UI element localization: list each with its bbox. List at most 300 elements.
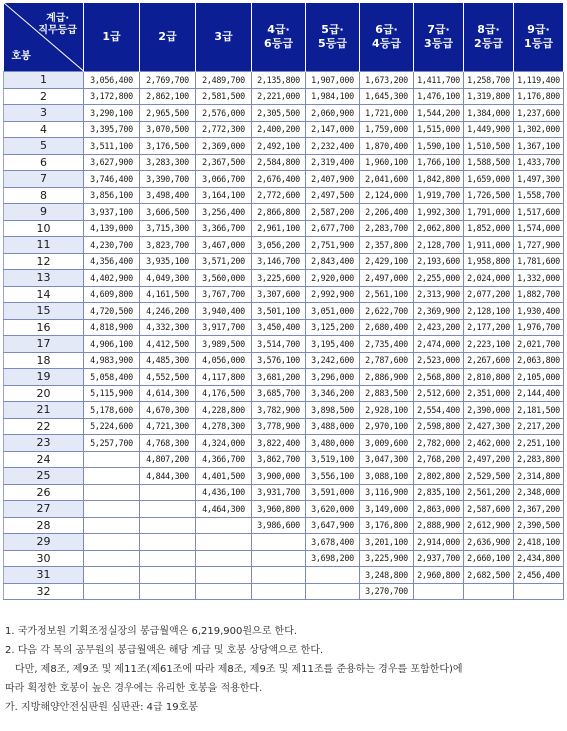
salary-cell: 2,135,800	[252, 72, 306, 89]
salary-cell: 1,544,200	[414, 105, 464, 122]
salary-cell: 2,181,500	[514, 402, 564, 419]
salary-cell: 1,930,400	[514, 303, 564, 320]
salary-cell: 1,384,000	[464, 105, 514, 122]
salary-cell: 2,497,500	[306, 187, 360, 204]
salary-cell: 1,984,100	[306, 88, 360, 105]
salary-cell: 2,960,800	[414, 567, 464, 584]
salary-cell: 3,088,100	[360, 468, 414, 485]
salary-cell: 3,395,700	[84, 121, 140, 138]
salary-cell: 3,172,800	[84, 88, 140, 105]
corner-label-line1: 계급·	[46, 13, 70, 24]
step-number-cell: 2	[4, 88, 84, 105]
salary-cell: 4,278,300	[196, 418, 252, 435]
step-number-cell: 22	[4, 418, 84, 435]
column-header-4	[252, 3, 306, 72]
salary-cell: 3,862,700	[252, 451, 306, 468]
salary-cell	[140, 550, 196, 567]
salary-cell: 4,552,500	[140, 369, 196, 386]
salary-cell: 2,568,800	[414, 369, 464, 386]
salary-cell: 2,223,100	[464, 336, 514, 353]
salary-cell: 5,224,600	[84, 418, 140, 435]
salary-cell: 3,051,000	[306, 303, 360, 320]
table-row	[4, 286, 564, 303]
salary-cell: 2,267,600	[464, 352, 514, 369]
salary-cell: 1,497,300	[514, 171, 564, 188]
table-row	[4, 270, 564, 287]
salary-cell: 3,937,100	[84, 204, 140, 221]
table-row	[4, 567, 564, 584]
salary-cell: 2,305,500	[252, 105, 306, 122]
salary-cell: 4,402,900	[84, 270, 140, 287]
salary-cell: 3,116,900	[360, 484, 414, 501]
salary-cell: 2,587,200	[306, 204, 360, 221]
salary-cell: 1,558,700	[514, 187, 564, 204]
salary-cell: 3,685,700	[252, 385, 306, 402]
salary-cell: 2,351,000	[464, 385, 514, 402]
salary-cell: 4,324,000	[196, 435, 252, 452]
salary-cell: 3,346,200	[306, 385, 360, 402]
table-row	[4, 138, 564, 155]
salary-cell: 4,768,300	[140, 435, 196, 452]
step-number-cell: 14	[4, 286, 84, 303]
salary-cell: 3,900,000	[252, 468, 306, 485]
step-number-cell: 9	[4, 204, 84, 221]
salary-cell: 2,802,800	[414, 468, 464, 485]
salary-cell: 2,283,800	[514, 451, 564, 468]
salary-cell: 2,768,200	[414, 451, 464, 468]
salary-cell: 1,411,700	[414, 72, 464, 89]
salary-cell: 3,125,200	[306, 319, 360, 336]
note-2-item-ga: 가. 지방해양안전심판원 심판관: 4급 19호봉	[5, 702, 198, 713]
salary-cell	[140, 484, 196, 501]
salary-cell	[196, 567, 252, 584]
salary-cell: 2,077,200	[464, 286, 514, 303]
salary-cell: 4,049,300	[140, 270, 196, 287]
salary-cell: 2,886,900	[360, 369, 414, 386]
salary-cell: 2,581,500	[196, 88, 252, 105]
salary-cell: 2,390,000	[464, 402, 514, 419]
salary-cell: 1,919,700	[414, 187, 464, 204]
salary-cell: 3,225,600	[252, 270, 306, 287]
salary-cell: 3,960,800	[252, 501, 306, 518]
step-number-cell: 23	[4, 435, 84, 452]
salary-cell	[84, 451, 140, 468]
salary-cell: 2,561,200	[464, 484, 514, 501]
salary-cell: 2,105,000	[514, 369, 564, 386]
table-row	[4, 484, 564, 501]
salary-cell: 2,251,100	[514, 435, 564, 452]
column-header-6	[360, 3, 414, 72]
salary-cell: 2,598,800	[414, 418, 464, 435]
salary-cell: 3,767,700	[196, 286, 252, 303]
salary-cell: 3,746,400	[84, 171, 140, 188]
salary-cell: 2,489,700	[196, 72, 252, 89]
salary-cell: 2,367,500	[196, 154, 252, 171]
step-number-cell: 16	[4, 319, 84, 336]
table-row	[4, 121, 564, 138]
table-row	[4, 237, 564, 254]
step-number-cell: 30	[4, 550, 84, 567]
salary-cell: 3,560,000	[196, 270, 252, 287]
salary-cell: 3,390,700	[140, 171, 196, 188]
note-2: 2. 다음 각 목의 공무원의 봉급월액은 해당 계급 및 호봉 상당액으로 한다.	[5, 645, 324, 656]
salary-cell: 2,314,800	[514, 468, 564, 485]
column-header-line1: 7급·	[427, 23, 450, 36]
table-row	[4, 435, 564, 452]
salary-cell: 4,807,200	[140, 451, 196, 468]
salary-cell	[196, 517, 252, 534]
salary-cell: 2,390,500	[514, 517, 564, 534]
table-row	[4, 501, 564, 518]
salary-cell: 3,856,100	[84, 187, 140, 204]
salary-cell: 1,842,800	[414, 171, 464, 188]
salary-cell	[196, 534, 252, 551]
salary-cell	[84, 550, 140, 567]
salary-cell: 2,021,700	[514, 336, 564, 353]
column-header-7	[414, 3, 464, 72]
salary-cell: 3,296,000	[306, 369, 360, 386]
salary-cell: 3,290,100	[84, 105, 140, 122]
salary-cell: 1,960,100	[360, 154, 414, 171]
salary-cell: 4,401,500	[196, 468, 252, 485]
step-number-cell: 19	[4, 369, 84, 386]
note-2-proviso: 다만, 제8조, 제9조 및 제11조(제61조에 따라 제8조, 제9조 및 제11조를 준용하는 경우를 포함한다)에	[15, 664, 463, 675]
salary-cell: 2,772,600	[252, 187, 306, 204]
salary-cell: 2,961,100	[252, 220, 306, 237]
salary-cell: 3,620,000	[306, 501, 360, 518]
salary-cell: 3,514,700	[252, 336, 306, 353]
salary-cell: 2,622,700	[360, 303, 414, 320]
salary-cell: 3,256,400	[196, 204, 252, 221]
salary-cell: 3,283,300	[140, 154, 196, 171]
salary-cell: 3,056,200	[252, 237, 306, 254]
salary-cell: 1,574,000	[514, 220, 564, 237]
salary-cell: 3,935,100	[140, 253, 196, 270]
salary-cell: 2,041,600	[360, 171, 414, 188]
table-row	[4, 468, 564, 485]
salary-cell: 1,302,000	[514, 121, 564, 138]
salary-cell: 2,429,100	[360, 253, 414, 270]
step-number-cell: 17	[4, 336, 84, 353]
salary-cell	[306, 583, 360, 600]
salary-cell: 1,517,600	[514, 204, 564, 221]
salary-cell	[140, 501, 196, 518]
salary-cell: 4,246,200	[140, 303, 196, 320]
salary-cell: 4,230,700	[84, 237, 140, 254]
salary-cell: 2,682,500	[464, 567, 514, 584]
salary-cell: 2,357,800	[360, 237, 414, 254]
step-number-cell: 10	[4, 220, 84, 237]
table-row	[4, 88, 564, 105]
salary-cell: 5,115,900	[84, 385, 140, 402]
salary-cell: 2,367,200	[514, 501, 564, 518]
column-header-9	[514, 3, 564, 72]
salary-cell: 3,571,200	[196, 253, 252, 270]
table-row	[4, 303, 564, 320]
salary-cell: 2,062,800	[414, 220, 464, 237]
salary-cell: 3,225,900	[360, 550, 414, 567]
salary-cell: 2,512,600	[414, 385, 464, 402]
table-row	[4, 204, 564, 221]
salary-cell: 3,917,700	[196, 319, 252, 336]
salary-cell: 1,449,900	[464, 121, 514, 138]
salary-cell: 3,164,100	[196, 187, 252, 204]
table-row	[4, 171, 564, 188]
salary-cell: 2,920,000	[306, 270, 360, 287]
table-row	[4, 336, 564, 353]
salary-cell: 1,673,200	[360, 72, 414, 89]
salary-cell: 2,782,000	[414, 435, 464, 452]
salary-cell: 3,931,700	[252, 484, 306, 501]
salary-cell: 1,958,800	[464, 253, 514, 270]
salary-cell: 4,356,400	[84, 253, 140, 270]
salary-cell: 1,882,700	[514, 286, 564, 303]
step-number-cell: 29	[4, 534, 84, 551]
salary-cell: 1,759,000	[360, 121, 414, 138]
salary-cell: 2,835,100	[414, 484, 464, 501]
step-number-cell: 21	[4, 402, 84, 419]
salary-cell: 3,066,700	[196, 171, 252, 188]
salary-cell: 3,366,700	[196, 220, 252, 237]
salary-cell: 3,195,400	[306, 336, 360, 353]
salary-cell	[140, 534, 196, 551]
salary-cell: 4,056,000	[196, 352, 252, 369]
salary-cell: 2,810,800	[464, 369, 514, 386]
salary-cell: 2,434,800	[514, 550, 564, 567]
salary-cell: 1,590,100	[414, 138, 464, 155]
salary-cell: 3,056,400	[84, 72, 140, 89]
salary-cell: 3,511,100	[84, 138, 140, 155]
salary-cell: 1,659,000	[464, 171, 514, 188]
salary-cell: 3,146,700	[252, 253, 306, 270]
step-number-cell: 32	[4, 583, 84, 600]
column-header-5	[306, 3, 360, 72]
salary-cell: 2,024,000	[464, 270, 514, 287]
column-header-1	[84, 3, 140, 72]
step-number-cell: 26	[4, 484, 84, 501]
salary-cell: 3,778,900	[252, 418, 306, 435]
salary-cell: 1,645,300	[360, 88, 414, 105]
table-row	[4, 319, 564, 336]
salary-cell	[414, 583, 464, 600]
salary-cell: 3,823,700	[140, 237, 196, 254]
salary-cell: 3,009,600	[360, 435, 414, 452]
salary-cell	[306, 567, 360, 584]
salary-cell: 2,474,000	[414, 336, 464, 353]
step-number-cell: 12	[4, 253, 84, 270]
step-number-cell: 5	[4, 138, 84, 155]
salary-cell: 5,058,400	[84, 369, 140, 386]
salary-cell: 4,332,300	[140, 319, 196, 336]
table-row	[4, 402, 564, 419]
salary-cell: 3,681,200	[252, 369, 306, 386]
salary-cell: 2,529,500	[464, 468, 514, 485]
salary-cell: 4,844,300	[140, 468, 196, 485]
salary-cell: 3,307,600	[252, 286, 306, 303]
salary-cell: 1,852,000	[464, 220, 514, 237]
salary-cell	[140, 517, 196, 534]
salary-cell	[84, 484, 140, 501]
table-row	[4, 105, 564, 122]
salary-cell: 3,248,800	[360, 567, 414, 584]
salary-cell: 3,270,700	[360, 583, 414, 600]
salary-cell: 2,937,700	[414, 550, 464, 567]
step-number-cell: 11	[4, 237, 84, 254]
salary-cell: 1,721,000	[360, 105, 414, 122]
corner-header-cell	[4, 3, 84, 72]
salary-cell: 1,781,600	[514, 253, 564, 270]
salary-cell: 4,485,300	[140, 352, 196, 369]
salary-cell: 2,928,100	[360, 402, 414, 419]
salary-cell: 2,144,400	[514, 385, 564, 402]
corner-label-line2: 직무등급	[38, 25, 77, 36]
salary-cell: 3,647,900	[306, 517, 360, 534]
salary-cell: 2,992,900	[306, 286, 360, 303]
table-row	[4, 451, 564, 468]
salary-cell	[252, 550, 306, 567]
step-number-cell: 31	[4, 567, 84, 584]
salary-cell: 4,983,900	[84, 352, 140, 369]
salary-cell: 3,822,400	[252, 435, 306, 452]
column-header-line1: 6급·	[375, 23, 398, 36]
salary-cell: 3,627,900	[84, 154, 140, 171]
step-axis-label: 호봉	[11, 51, 31, 62]
salary-cell	[84, 517, 140, 534]
salary-cell	[252, 534, 306, 551]
salary-cell	[84, 468, 140, 485]
salary-cell: 2,128,700	[414, 237, 464, 254]
step-number-cell: 8	[4, 187, 84, 204]
salary-cell: 1,588,500	[464, 154, 514, 171]
step-number-cell: 18	[4, 352, 84, 369]
salary-cell: 3,149,000	[360, 501, 414, 518]
salary-cell: 4,614,300	[140, 385, 196, 402]
salary-cell	[252, 583, 306, 600]
salary-cell: 3,047,300	[360, 451, 414, 468]
step-number-cell: 3	[4, 105, 84, 122]
salary-cell: 2,221,000	[252, 88, 306, 105]
table-row	[4, 187, 564, 204]
salary-cell: 3,715,300	[140, 220, 196, 237]
salary-cell: 1,176,800	[514, 88, 564, 105]
salary-cell: 2,462,000	[464, 435, 514, 452]
step-number-cell: 20	[4, 385, 84, 402]
salary-cell: 2,400,200	[252, 121, 306, 138]
salary-cell: 3,782,900	[252, 402, 306, 419]
salary-cell: 2,147,000	[306, 121, 360, 138]
salary-cell: 1,510,500	[464, 138, 514, 155]
salary-cell: 2,456,400	[514, 567, 564, 584]
column-header-line1: 2급	[158, 30, 177, 43]
salary-cell: 2,063,800	[514, 352, 564, 369]
table-row	[4, 550, 564, 567]
salary-cell: 3,176,800	[360, 517, 414, 534]
step-number-cell: 25	[4, 468, 84, 485]
salary-cell: 2,492,100	[252, 138, 306, 155]
table-row	[4, 220, 564, 237]
salary-cell	[84, 501, 140, 518]
salary-cell: 1,515,000	[414, 121, 464, 138]
salary-cell: 2,427,300	[464, 418, 514, 435]
salary-cell	[84, 534, 140, 551]
salary-cell: 2,128,100	[464, 303, 514, 320]
salary-cell: 2,676,400	[252, 171, 306, 188]
salary-cell: 3,576,100	[252, 352, 306, 369]
salary-cell: 2,866,800	[252, 204, 306, 221]
column-header-line1: 1급	[102, 30, 121, 43]
salary-cell: 2,914,000	[414, 534, 464, 551]
salary-cell: 2,497,000	[360, 270, 414, 287]
salary-cell: 3,176,500	[140, 138, 196, 155]
salary-cell: 1,433,700	[514, 154, 564, 171]
column-header-8	[464, 3, 514, 72]
salary-cell: 2,319,400	[306, 154, 360, 171]
salary-cell: 2,124,000	[360, 187, 414, 204]
column-header-line2: 1등급	[524, 37, 553, 50]
salary-cell	[140, 583, 196, 600]
salary-cell: 1,976,700	[514, 319, 564, 336]
salary-cell: 1,119,400	[514, 72, 564, 89]
table-body	[4, 72, 564, 600]
table-row	[4, 583, 564, 600]
step-number-cell: 24	[4, 451, 84, 468]
note-2-proviso-cont: 따라 획정한 호봉이 높은 경우에는 유리한 호봉을 적용한다.	[5, 683, 263, 694]
salary-cell: 2,677,700	[306, 220, 360, 237]
salary-cell: 3,898,500	[306, 402, 360, 419]
salary-cell	[464, 583, 514, 600]
salary-cell: 4,117,800	[196, 369, 252, 386]
grade-axis-label	[38, 13, 77, 37]
table-row	[4, 154, 564, 171]
step-number-cell: 7	[4, 171, 84, 188]
salary-cell	[196, 550, 252, 567]
salary-cell: 2,283,700	[360, 220, 414, 237]
salary-cell: 3,450,400	[252, 319, 306, 336]
salary-cell: 2,576,000	[196, 105, 252, 122]
salary-cell: 4,609,800	[84, 286, 140, 303]
column-header-2	[140, 3, 196, 72]
salary-cell: 4,412,500	[140, 336, 196, 353]
salary-cell: 4,720,500	[84, 303, 140, 320]
step-number-cell: 13	[4, 270, 84, 287]
step-number-cell: 1	[4, 72, 84, 89]
column-header-line2: 4등급	[372, 37, 401, 50]
salary-cell: 3,940,400	[196, 303, 252, 320]
salary-cell: 1,332,000	[514, 270, 564, 287]
salary-cell: 4,818,900	[84, 319, 140, 336]
salary-table	[3, 3, 564, 600]
table-row	[4, 418, 564, 435]
salary-cell: 2,970,100	[360, 418, 414, 435]
salary-cell	[140, 567, 196, 584]
salary-cell: 1,911,000	[464, 237, 514, 254]
salary-cell: 2,584,800	[252, 154, 306, 171]
column-header-line1: 8급·	[477, 23, 500, 36]
step-number-cell: 4	[4, 121, 84, 138]
salary-cell	[252, 567, 306, 584]
salary-cell: 1,870,400	[360, 138, 414, 155]
salary-cell: 2,772,300	[196, 121, 252, 138]
column-header-line1: 9급·	[527, 23, 550, 36]
salary-cell: 3,989,500	[196, 336, 252, 353]
salary-cell: 4,670,300	[140, 402, 196, 419]
salary-cell: 1,791,000	[464, 204, 514, 221]
salary-cell: 2,423,200	[414, 319, 464, 336]
salary-cell: 2,751,900	[306, 237, 360, 254]
table-row	[4, 517, 564, 534]
salary-cell: 1,907,000	[306, 72, 360, 89]
salary-cell: 3,201,100	[360, 534, 414, 551]
